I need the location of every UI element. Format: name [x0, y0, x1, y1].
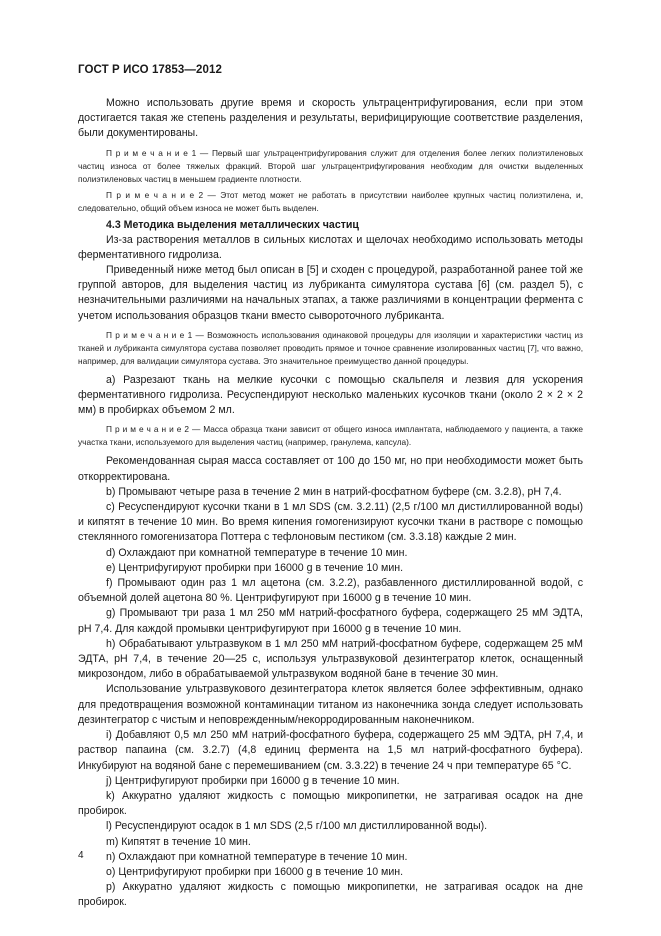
note: П р и м е ч а н и е 1 — Возможность использования одинаковой процедуры для изоляции и характеристики частиц из тканей и лубриканта симулятора сустава позволяет проводить прямое и точное сравнение изолированных частиц [7], что важно, например, для валидации симулятора сустава. Это значительное преимущество данной процедуры.: [78, 329, 583, 366]
paragraph: Рекомендованная сырая масса составляет от 100 до 150 мг, но при необходимости может быть откорректирована.: [78, 455, 583, 483]
list-item: n) Охлаждают при комнатной температуре в течение 10 мин.: [106, 850, 408, 863]
page-body: [78, 96, 583, 911]
list-item: k) Аккуратно удаляют жидкость с помощью микропипетки, не затрагивая осадок на дне пробирок.: [78, 789, 583, 818]
list-item: g) Промывают три раза 1 мл 250 мМ натрий-фосфатного буфера, содержащего 25 мМ ЭДТА, pH 7,4. Для каждой промывки центрифугируют при 16000 g в течение 10 мин.: [78, 607, 583, 635]
paragraph: Из-за растворения металлов в сильных кислотах и щелочах необходимо использовать методы ферментативного гидролиза.: [78, 233, 583, 261]
note: П р и м е ч а н и е 2 — Масса образца ткани зависит от общего износа имплантата, наблюдаемого у пациента, а также участка ткани, используемого для выделения частиц (например, гранулема, капсула).: [78, 424, 583, 448]
list-item: d) Охлаждают при комнатной температуре в течение 10 мин.: [106, 546, 408, 559]
paragraph: Можно использовать другие время и скорость ультрацентрифугирования, если при этом достигается такая же степень разделения и результаты, верифицирующие соответствие разделения, были документированы.: [78, 97, 583, 140]
list-item: p) Аккуратно удаляют жидкость с помощью микропипетки, не затрагивая осадок на дне пробирок.: [78, 881, 583, 909]
list-item: o) Центрифугируют пробирки при 16000 g в течение 10 мин.: [106, 865, 404, 878]
list-item: e) Центрифугируют пробирки при 16000 g в течение 10 мин.: [106, 561, 404, 574]
page-number: 4: [78, 850, 84, 861]
document-header: ГОСТ Р ИСО 17853—2012: [78, 64, 223, 76]
list-item: a) Разрезают ткань на мелкие кусочки с помощью скальпеля и лезвия для ускорения ферментативного гидролиза. Ресуспендируют несколько маленьких кусочков ткани (около 2 × 2 × 2 мм) в пробирках объемом 2 мл.: [78, 373, 583, 417]
paragraph: Приведенный ниже метод был описан в [5] и сходен с процедурой, разработанной ранее той же группой авторов, для выделения частиц из лубриканта симулятора сустава [6] (см. раздел 5), с незначительными различиями на начальных этапах, а также различиями в концентрации фермента с учетом использования образцов ткани вместо сывороточного лубриканта.: [78, 264, 583, 322]
list-item: b) Промывают четыре раза в течение 2 мин в натрий-фосфатном буфере (см. 3.2.8), pH 7,4.: [106, 485, 562, 498]
list-item: l) Ресуспендируют осадок в 1 мл SDS (2,5 г/100 мл дистиллированной воды).: [106, 820, 488, 833]
paragraph: Использование ультразвукового дезинтегратора клеток является более эффективным, однако для предотвращения возможной контаминации титаном из наконечника зонда следует использовать дезинтегратор с чистым и неповрежденным/некорродированным наконечником.: [78, 683, 583, 726]
list-item: m) Кипятят в течение 10 мин.: [106, 835, 251, 848]
list-item: h) Обрабатывают ультразвуком в 1 мл 250 мМ натрий-фосфатном буфере, содержащем 25 мМ ЭДТА, pH 7,4, в течение 20—25 с, используя ультразвуковой дезинтегратор клеток, оснащенный микрозондом, либо в обрабатываемой ультразвуком водяной бане в течение 30 мин.: [78, 637, 583, 681]
list-item: i) Добавляют 0,5 мл 250 мМ натрий-фосфатного буфера, содержащего 25 мМ ЭДТА, pH 7,4, и раствор папаина (см. 3.2.7) (4,8 единиц фермента на 1,5 мл натрий-фосфатного буфера). Инкубируют на водяной бане с перемешиванием (см. 3.3.22) в течение 24 ч при температуре 65 °С.: [78, 729, 583, 772]
list-item: f) Промывают один раз 1 мл ацетона (см. 3.2.2), разбавленного дистиллированной водой, с объемной долей ацетона 80 %. Центрифугируют при 16000 g в течение 10 мин.: [78, 577, 583, 605]
section-heading: 4.3 Методика выделения металлических частиц: [106, 218, 359, 231]
note: П р и м е ч а н и е 1 — Первый шаг ультрацентрифугирования служит для отделения более легких полиэтиленовых частиц износа от более тяжелых фракций. Второй шаг ультрацентрифугирования необходим для очистки выделенных полиэтиленовых частиц в меньшем градиенте плотности.: [78, 147, 583, 184]
list-item: c) Ресуспендируют кусочки ткани в 1 мл SDS (см. 3.2.11) (2,5 г/100 мл дистиллированной воды) и кипятят в течение 10 мин. Во время кипения гомогенизируют кусочки ткани в растворе с помощью стеклянного гомогенизатора Поттера с тефлоновым пестиком (см. 3.3.18) каждые 2 мин.: [78, 501, 583, 544]
list-item: j) Центрифугируют пробирки при 16000 g в течение 10 мин.: [106, 774, 400, 787]
note: П р и м е ч а н и е 2 — Этот метод может не работать в присутствии наиболее крупных частиц полиэтилена, и, следовательно, общий объем износа не может быть выделен.: [78, 189, 583, 213]
